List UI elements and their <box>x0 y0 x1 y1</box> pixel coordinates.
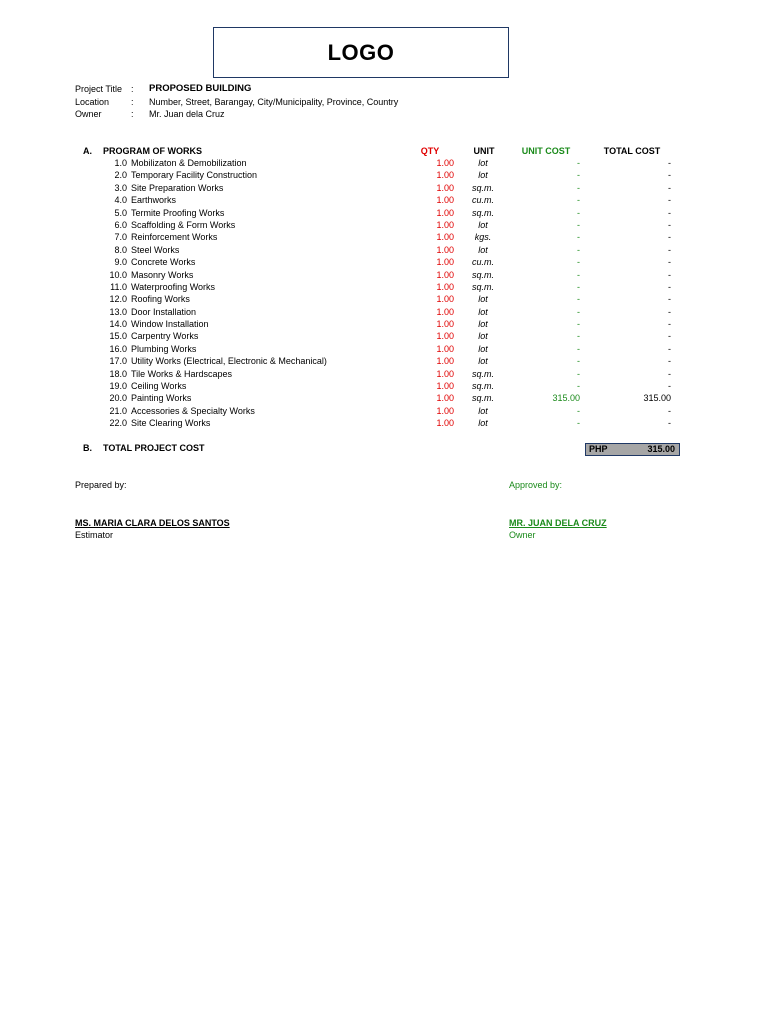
item-qty: 1.00 <box>436 195 454 206</box>
table-row <box>0 392 768 404</box>
item-number: 17.0 <box>109 356 127 367</box>
item-unit-cost: - <box>577 306 580 317</box>
item-total-cost: - <box>668 331 671 342</box>
item-unit-cost: - <box>577 331 580 342</box>
item-unit-cost: - <box>577 281 580 292</box>
item-number: 13.0 <box>109 306 127 317</box>
item-description: Scaffolding & Form Works <box>131 219 236 230</box>
column-header-unit-cost: UNIT COST <box>521 146 571 156</box>
table-row <box>0 343 768 355</box>
item-total-cost: - <box>668 182 671 193</box>
item-unit-cost: - <box>577 232 580 243</box>
item-qty: 1.00 <box>436 232 454 243</box>
item-qty: 1.00 <box>436 257 454 268</box>
item-number: 3.0 <box>114 182 127 193</box>
item-description: Earthworks <box>131 195 177 206</box>
item-qty: 1.00 <box>436 393 454 404</box>
table-row <box>0 318 768 330</box>
item-total-cost: - <box>668 195 671 206</box>
item-qty: 1.00 <box>436 269 454 280</box>
prepared-by-role: Estimator <box>75 530 114 540</box>
item-total-cost: - <box>668 319 671 330</box>
item-unit-cost: - <box>577 182 580 193</box>
item-unit-cost: - <box>577 356 580 367</box>
item-qty: 1.00 <box>436 158 454 168</box>
item-qty: 1.00 <box>436 418 454 429</box>
item-number: 22.0 <box>109 418 127 429</box>
item-qty: 1.00 <box>436 356 454 367</box>
total-amount: 315.00 <box>647 444 675 454</box>
table-row <box>0 157 768 169</box>
item-description: Carpentry Works <box>131 331 199 342</box>
program-of-works-table <box>0 157 768 430</box>
item-total-cost: - <box>668 306 671 317</box>
total-currency: PHP <box>589 444 608 454</box>
item-unit: sq.m. <box>471 182 494 193</box>
item-unit: lot <box>478 158 488 168</box>
project-info-row <box>75 83 475 96</box>
item-description: Accessories & Specialty Works <box>131 405 255 416</box>
item-unit: lot <box>478 331 488 342</box>
item-total-cost: - <box>668 269 671 280</box>
item-total-cost: - <box>668 356 671 367</box>
table-row <box>0 231 768 243</box>
item-unit: lot <box>478 219 488 230</box>
item-number: 18.0 <box>109 368 127 379</box>
item-description: Site Preparation Works <box>131 182 224 193</box>
item-number: 15.0 <box>109 331 127 342</box>
item-total-cost: - <box>668 281 671 292</box>
item-total-cost: - <box>668 232 671 243</box>
item-unit: sq.m. <box>471 207 494 218</box>
item-qty: 1.00 <box>436 368 454 379</box>
table-row <box>0 169 768 181</box>
project-info-label: Project Title <box>75 84 123 94</box>
item-number: 11.0 <box>110 281 127 292</box>
item-total-cost: - <box>668 207 671 218</box>
item-number: 14.0 <box>109 319 127 330</box>
item-total-cost: - <box>668 343 671 354</box>
item-qty: 1.00 <box>436 281 454 292</box>
item-total-cost: - <box>668 381 671 392</box>
project-info-row <box>75 96 475 109</box>
project-info-separator: : <box>131 109 134 119</box>
table-row <box>0 380 768 392</box>
item-unit: lot <box>478 356 488 367</box>
item-qty: 1.00 <box>436 331 454 342</box>
table-row <box>0 281 768 293</box>
item-unit: lot <box>478 319 488 330</box>
column-header-unit: UNIT <box>473 146 495 156</box>
project-info-value: PROPOSED BUILDING <box>149 83 252 94</box>
item-number: 4.0 <box>114 195 127 206</box>
item-qty: 1.00 <box>436 381 454 392</box>
item-number: 6.0 <box>114 219 127 230</box>
table-row <box>0 269 768 281</box>
item-number: 12.0 <box>109 294 127 305</box>
section-b-letter: B. <box>83 443 92 453</box>
item-total-cost: - <box>668 244 671 255</box>
item-unit: sq.m. <box>471 381 494 392</box>
table-row <box>0 405 768 417</box>
item-description: Site Clearing Works <box>131 418 211 429</box>
table-row <box>0 417 768 429</box>
item-description: Concrete Works <box>131 257 196 268</box>
project-info <box>75 83 475 121</box>
item-unit: lot <box>478 306 488 317</box>
project-info-label: Location <box>75 96 110 107</box>
item-unit-cost: - <box>577 195 580 206</box>
total-project-cost-box <box>585 443 680 456</box>
item-description: Door Installation <box>131 306 197 317</box>
item-unit-cost: - <box>577 294 580 305</box>
item-unit-cost: - <box>577 381 580 392</box>
item-number: 7.0 <box>114 232 127 243</box>
logo-text: LOGO <box>327 39 395 65</box>
project-info-value: Mr. Juan dela Cruz <box>149 109 225 119</box>
prepared-by-label: Prepared by: <box>75 480 127 490</box>
item-total-cost: 315.00 <box>643 393 671 404</box>
column-header-total-cost: TOTAL COST <box>603 146 661 156</box>
item-number: 1.0 <box>114 158 127 168</box>
table-row <box>0 368 768 380</box>
item-qty: 1.00 <box>436 405 454 416</box>
item-description: Painting Works <box>131 393 192 404</box>
item-total-cost: - <box>668 170 671 181</box>
item-number: 10.0 <box>109 269 127 280</box>
item-unit-cost: - <box>577 368 580 379</box>
item-qty: 1.00 <box>436 170 454 181</box>
approved-by-label: Approved by: <box>509 480 563 490</box>
item-description: Tile Works & Hardscapes <box>131 368 233 379</box>
item-number: 16.0 <box>109 343 127 354</box>
item-number: 9.0 <box>114 257 127 268</box>
item-total-cost: - <box>668 294 671 305</box>
item-total-cost: - <box>668 405 671 416</box>
prepared-by-name: MS. MARIA CLARA DELOS SANTOS <box>75 518 230 528</box>
project-info-row <box>75 108 475 121</box>
item-number: 8.0 <box>114 244 127 255</box>
item-unit: sq.m. <box>471 269 494 280</box>
item-qty: 1.00 <box>436 244 454 255</box>
item-unit-cost: - <box>577 244 580 255</box>
table-row <box>0 182 768 194</box>
item-qty: 1.00 <box>436 207 454 218</box>
item-description: Utility Works (Electrical, Electronic & Mechanical) <box>131 356 327 367</box>
item-qty: 1.00 <box>436 319 454 330</box>
item-unit: cu.m. <box>471 195 494 206</box>
item-description: Termite Proofing Works <box>131 207 225 218</box>
table-row <box>0 293 768 305</box>
item-description: Roofing Works <box>131 294 190 305</box>
item-unit: lot <box>478 244 488 255</box>
item-unit-cost: - <box>577 418 580 429</box>
approved-by-role: Owner <box>509 530 536 540</box>
item-number: 2.0 <box>114 170 127 181</box>
item-total-cost: - <box>668 418 671 429</box>
item-description: Masonry Works <box>131 269 194 280</box>
column-header-qty: QTY <box>420 146 440 156</box>
item-description: Waterproofing Works <box>131 281 216 292</box>
item-total-cost: - <box>668 368 671 379</box>
table-row <box>0 219 768 231</box>
item-number: 5.0 <box>114 207 127 218</box>
project-info-value: Number, Street, Barangay, City/Municipality, Province, Country <box>149 96 399 107</box>
item-description: Plumbing Works <box>131 343 197 354</box>
item-qty: 1.00 <box>436 306 454 317</box>
table-row <box>0 306 768 318</box>
item-total-cost: - <box>668 257 671 268</box>
item-description: Ceiling Works <box>131 381 187 392</box>
item-total-cost: - <box>668 219 671 230</box>
item-unit: lot <box>478 294 488 305</box>
project-info-separator: : <box>131 84 134 94</box>
item-description: Steel Works <box>131 244 180 255</box>
item-unit: lot <box>478 405 488 416</box>
section-a-label: PROGRAM OF WORKS <box>103 146 202 156</box>
item-unit-cost: - <box>577 257 580 268</box>
item-description: Mobilizaton & Demobilization <box>131 158 247 168</box>
table-row <box>0 256 768 268</box>
logo-placeholder <box>213 27 509 78</box>
item-number: 20.0 <box>109 393 127 404</box>
item-description: Temporary Facility Construction <box>131 170 258 181</box>
item-unit: sq.m. <box>471 368 494 379</box>
item-total-cost: - <box>668 158 671 168</box>
item-description: Window Installation <box>131 319 209 330</box>
item-unit-cost: - <box>577 207 580 218</box>
approved-by-name: MR. JUAN DELA CRUZ <box>509 518 607 528</box>
item-number: 19.0 <box>109 381 127 392</box>
section-a-letter: A. <box>83 146 92 156</box>
table-row <box>0 330 768 342</box>
item-unit: sq.m. <box>471 393 494 404</box>
table-row <box>0 207 768 219</box>
item-unit-cost: - <box>577 343 580 354</box>
item-unit-cost: 315.00 <box>552 393 580 404</box>
item-unit: kgs. <box>474 232 492 243</box>
item-unit: lot <box>478 418 488 429</box>
item-qty: 1.00 <box>436 219 454 230</box>
item-qty: 1.00 <box>436 294 454 305</box>
item-unit-cost: - <box>577 269 580 280</box>
section-b-label: TOTAL PROJECT COST <box>103 443 205 453</box>
item-unit-cost: - <box>577 319 580 330</box>
item-unit: lot <box>478 170 488 181</box>
item-unit: sq.m. <box>471 281 494 292</box>
item-unit-cost: - <box>577 219 580 230</box>
item-number: 21.0 <box>109 405 127 416</box>
project-info-separator: : <box>131 96 134 107</box>
item-unit: cu.m. <box>471 257 494 268</box>
item-unit-cost: - <box>577 405 580 416</box>
item-unit-cost: - <box>577 170 580 181</box>
table-row <box>0 244 768 256</box>
item-qty: 1.00 <box>436 343 454 354</box>
table-row <box>0 194 768 206</box>
item-unit-cost: - <box>577 158 580 168</box>
item-qty: 1.00 <box>436 182 454 193</box>
item-unit: lot <box>478 343 488 354</box>
item-description: Reinforcement Works <box>131 232 218 243</box>
project-info-label: Owner <box>75 109 102 119</box>
table-row <box>0 355 768 367</box>
